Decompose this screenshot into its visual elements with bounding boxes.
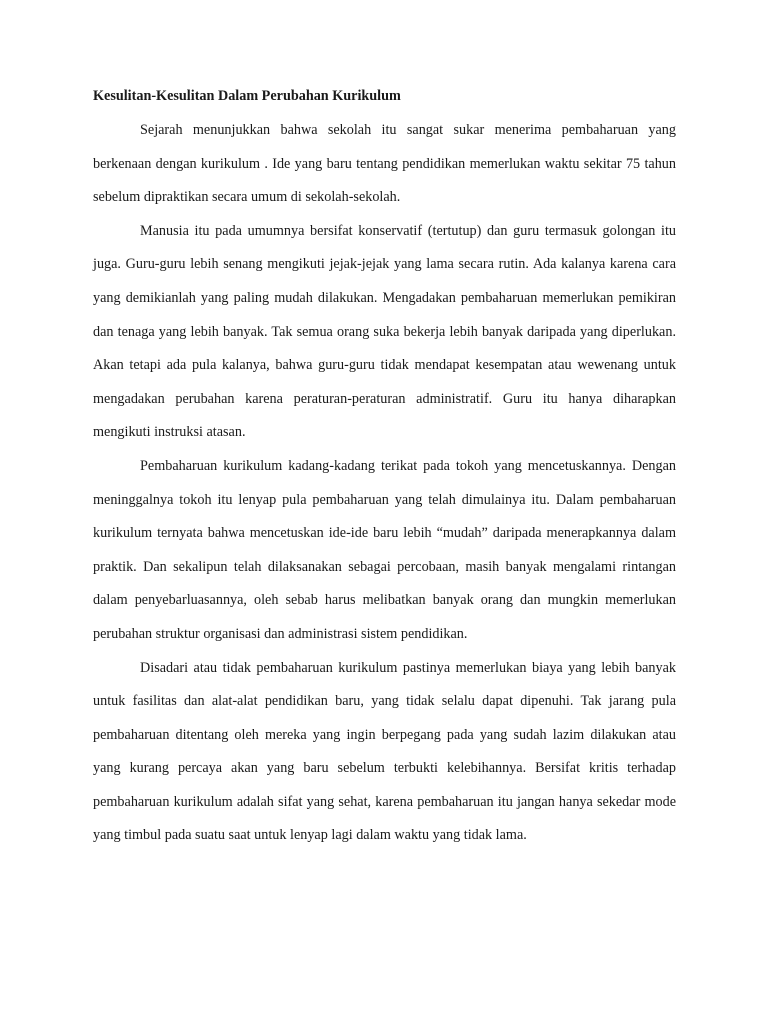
paragraph-2: Manusia itu pada umumnya bersifat konservatif (tertutup) dan guru termasuk golongan itu juga. Guru-guru lebih senang mengikuti jejak-jejak yang lama secara rutin. Ada kalanya karena cara yang demikianlah yang paling mudah dilakukan. Mengadakan pembaharuan memerlukan pemikiran dan tenaga yang lebih banyak. Tak semua orang suka bekerja lebih banyak daripada yang diperlukan. Akan tetapi ada pula kalanya, bahwa guru-guru tidak mendapat kesempatan atau wewenang untuk mengadakan perubahan karena peraturan-peraturan administratif. Guru itu hanya diharapkan mengikuti instruksi atasan.: [93, 222, 676, 441]
document-body: [93, 84, 676, 853]
paragraph-1: Sejarah menunjukkan bahwa sekolah itu sangat sukar menerima pembaharuan yang berkenaan dengan kurikulum . Ide yang baru tentang pendidikan memerlukan waktu sekitar 75 tahun sebelum dipraktikan secara umum di sekolah-sekolah.: [93, 122, 676, 206]
paragraph-4: Disadari atau tidak pembaharuan kurikulum pastinya memerlukan biaya yang lebih banyak untuk fasilitas dan alat-alat pendidikan baru, yang tidak selalu dapat dipenuhi. Tak jarang pula pembaharuan ditentang oleh mereka yang ingin berpegang pada yang sudah lazim dilakukan atau yang kurang percaya akan yang baru sebelum terbukti kelebihannya. Bersifat kritis terhadap pembaharuan kurikulum adalah sifat yang sehat, karena pembaharuan itu jangan hanya sekedar mode yang timbul pada suatu saat untuk lenyap lagi dalam waktu yang tidak lama.: [93, 659, 676, 844]
document-title: Kesulitan-Kesulitan Dalam Perubahan Kurikulum: [93, 88, 401, 104]
paragraph-3: Pembaharuan kurikulum kadang-kadang terikat pada tokoh yang mencetuskannya. Dengan meninggalnya tokoh itu lenyap pula pembaharuan yang telah dimulainya itu. Dalam pembaharuan kurikulum ternyata bahwa mencetuskan ide-ide baru lebih “mudah” daripada menerapkannya dalam praktik. Dan sekalipun telah dilaksanakan sebagai percobaan, masih banyak mengalami rintangan dalam penyebarluasannya, oleh sebab harus melibatkan banyak orang dan mungkin memerlukan perubahan struktur organisasi dan administrasi sistem pendidikan.: [93, 457, 676, 642]
